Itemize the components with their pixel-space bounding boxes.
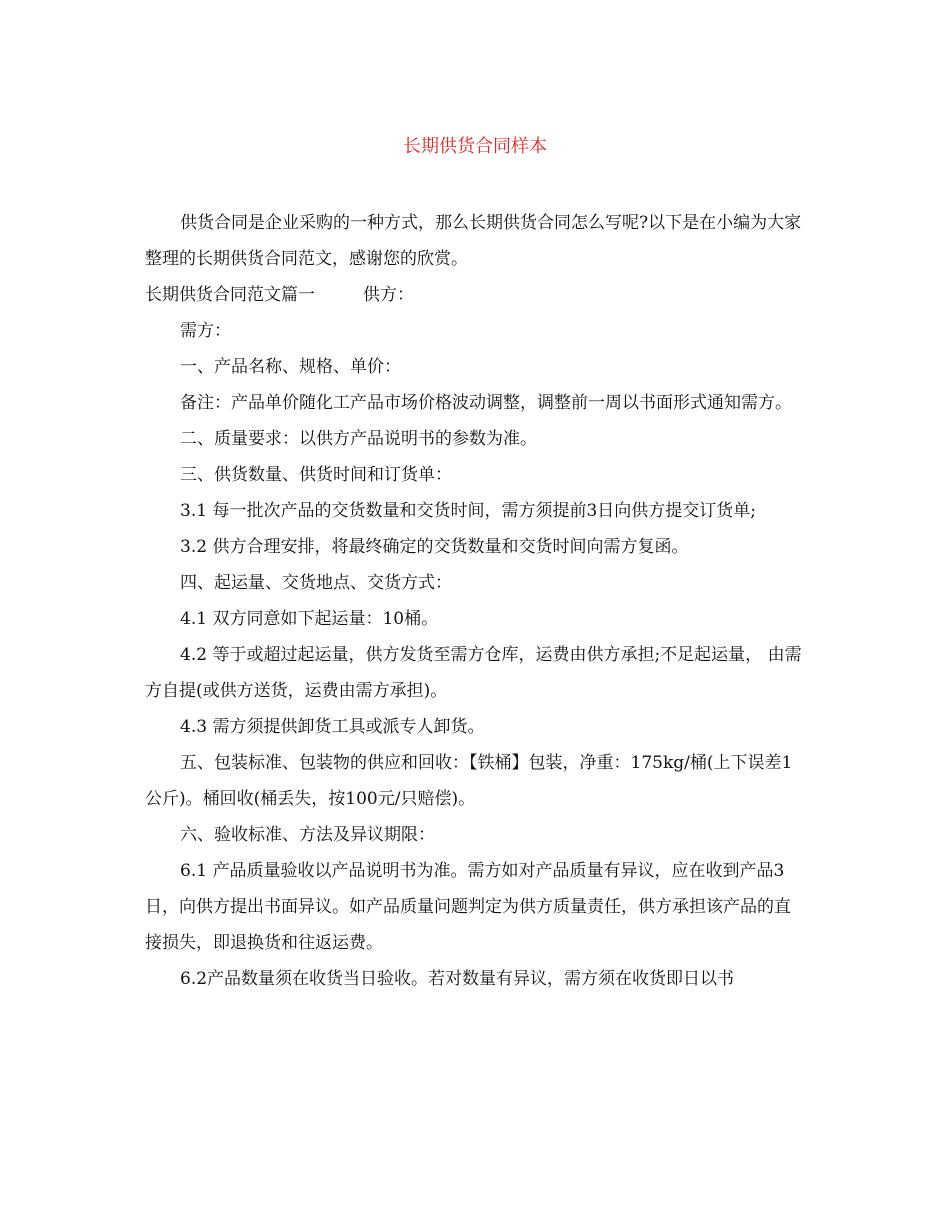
clause-3-2: 3.2 供方合理安排，将最终确定的交货数量和交货时间向需方复函。 xyxy=(180,537,689,557)
clause-5: 五、包装标准、包装物的供应和回收：【铁桶】包装，净重：175kg/桶(上下误差1公斤)。桶回收(桶丢失，按100元/只赔偿)。 xyxy=(145,753,793,809)
clause-6-1: 6.1 产品质量验收以产品说明书为准。需方如对产品质量有异议，应在收到产品3日，向供方提出书面异议。如产品质量问题判定为供方质量责任，供方承担该产品的直接损失，即退换货和往返运费。 xyxy=(145,861,791,953)
clause-2: 二、质量要求：以供方产品说明书的参数为准。 xyxy=(180,429,537,449)
note-paragraph: 备注：产品单价随化工产品市场价格波动调整，调整前一周以书面形式通知需方。 xyxy=(180,393,792,413)
section-heading: 长期供货合同范文篇一 xyxy=(145,285,315,305)
section-heading-line xyxy=(145,277,805,313)
clause-1: 一、产品名称、规格、单价： xyxy=(180,357,401,377)
document-title: 长期供货合同样本 xyxy=(403,136,547,157)
document-body xyxy=(145,205,805,997)
clause-6: 六、验收标准、方法及异议期限： xyxy=(180,825,435,845)
clause-3: 三、供货数量、供货时间和订货单： xyxy=(180,465,452,485)
buyer-label: 需方： xyxy=(180,321,231,341)
intro-paragraph: 供货合同是企业采购的一种方式，那么长期供货合同怎么写呢?以下是在小编为大家整理的长期供货合同范文，感谢您的欣赏。 xyxy=(145,213,802,269)
supplier-label: 供方： xyxy=(363,285,414,305)
clause-6-2: 6.2产品数量须在收货当日验收。若对数量有异议，需方须在收货即日以书 xyxy=(180,969,735,989)
clause-3-1: 3.1 每一批次产品的交货数量和交货时间，需方须提前3日向供方提交订货单; xyxy=(180,501,756,521)
clause-4-2: 4.2 等于或超过起运量，供方发货至需方仓库，运费由供方承担;不足起运量， 由需方自提(或供方送货，运费由需方承担)。 xyxy=(145,645,802,701)
clause-4-3: 4.3 需方须提供卸货工具或派专人卸货。 xyxy=(180,717,485,737)
clause-4-1: 4.1 双方同意如下起运量：10桶。 xyxy=(180,609,439,629)
clause-4: 四、起运量、交货地点、交货方式： xyxy=(180,573,452,593)
